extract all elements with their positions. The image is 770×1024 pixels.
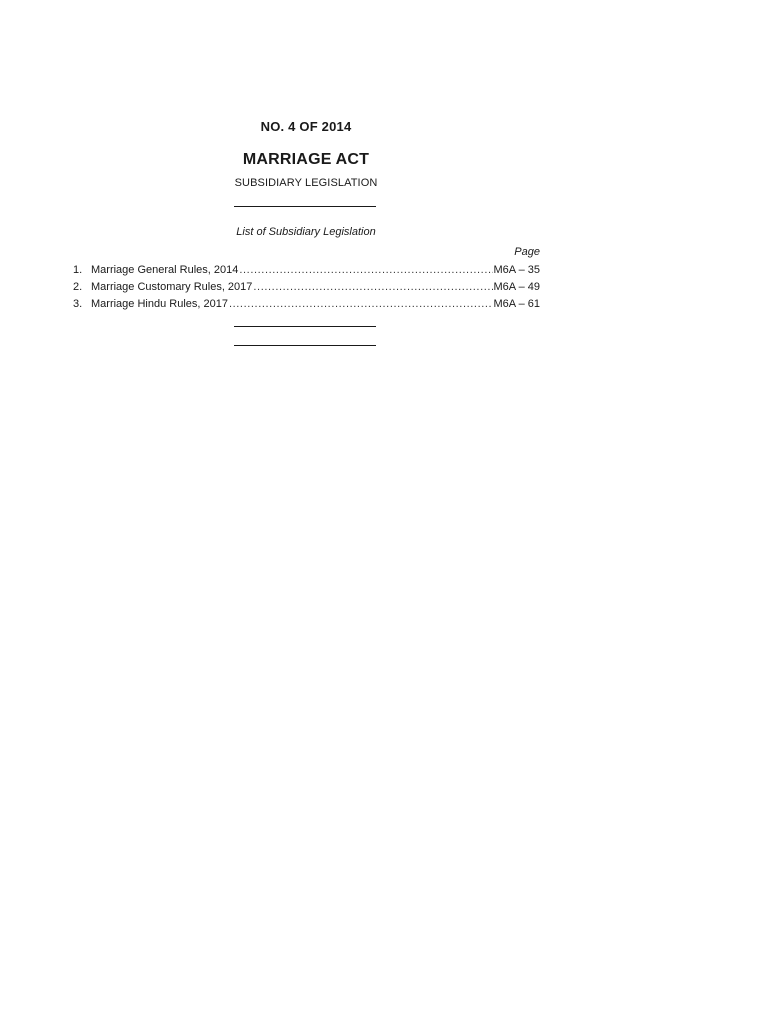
item-title: Marriage Customary Rules, 2017 [91, 281, 253, 293]
item-number: 3. [73, 298, 83, 310]
item-page: M6A – 61 [493, 298, 540, 310]
dot-leader [229, 296, 493, 313]
item-number: 2. [73, 281, 83, 293]
dot-leader [253, 279, 492, 296]
act-number: NO. 4 OF 2014 [260, 119, 352, 134]
divider-rule [234, 206, 376, 207]
contents-item [73, 279, 540, 296]
item-page: M6A – 49 [493, 281, 540, 293]
subtitle: SUBSIDIARY LEGISLATION [234, 177, 378, 189]
divider-rule [234, 326, 376, 327]
dot-leader [239, 262, 492, 279]
page-column-label: Page [514, 246, 540, 258]
act-title: MARRIAGE ACT [242, 151, 370, 168]
contents-heading: List of Subsidiary Legislation [236, 226, 376, 238]
divider-rule [234, 345, 376, 346]
contents-list [73, 262, 540, 313]
contents-item [73, 296, 540, 313]
item-title: Marriage General Rules, 2014 [91, 264, 239, 276]
item-title: Marriage Hindu Rules, 2017 [91, 298, 228, 310]
contents-item [73, 262, 540, 279]
item-page: M6A – 35 [493, 264, 540, 276]
item-number: 1. [73, 264, 83, 276]
